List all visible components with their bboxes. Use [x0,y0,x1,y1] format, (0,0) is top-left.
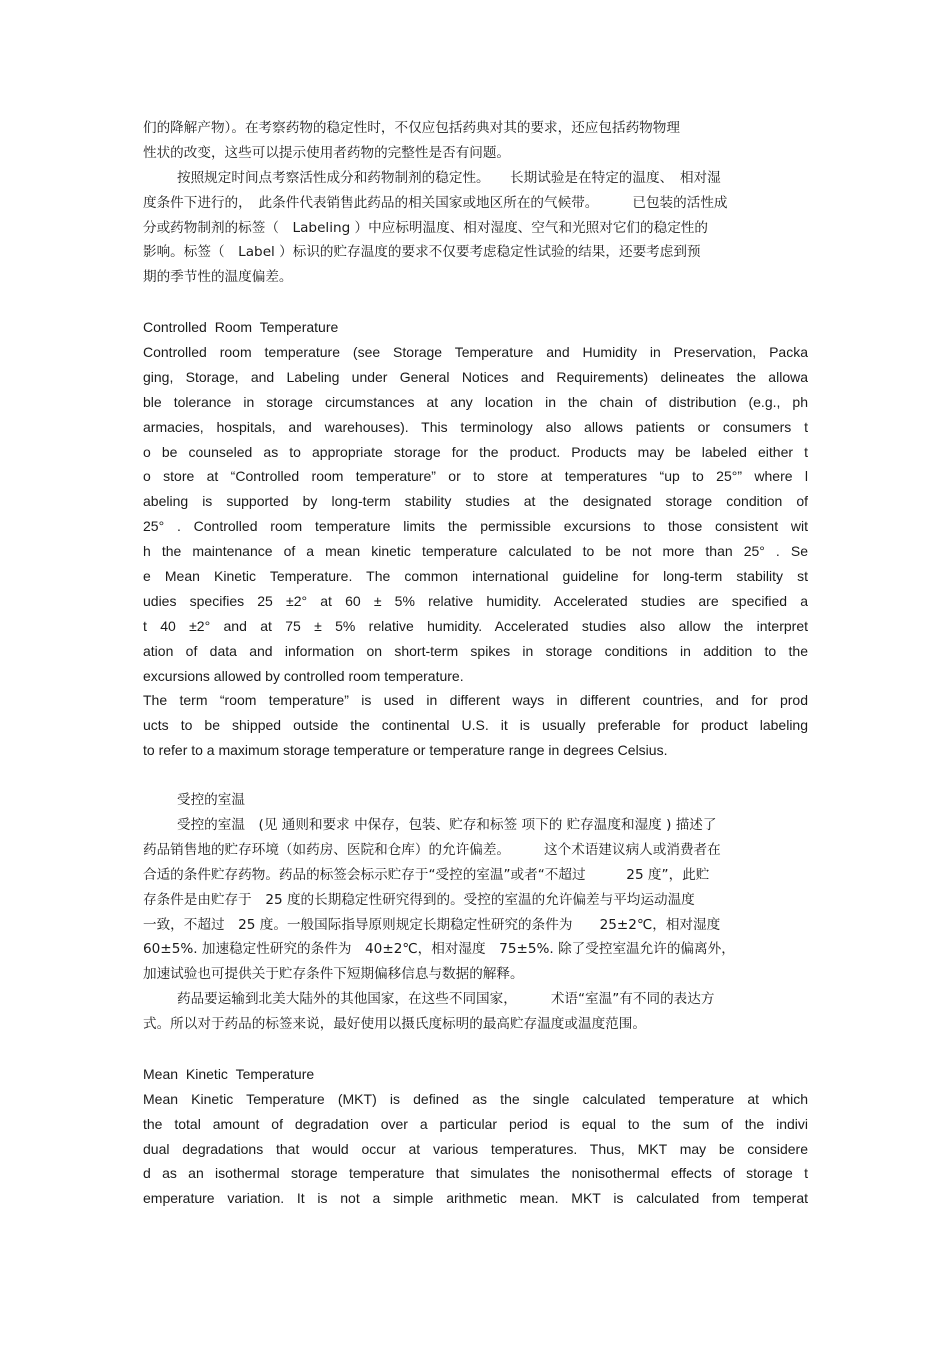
text-line: 影响。标签（ Label ）标识的贮存温度的要求不仅要考虑稳定性试验的结果，还要考虑到预 [143,244,701,261]
text-line: e Mean Kinetic Temperature. The common international guideline for long-term stability st [143,568,808,585]
section-heading-controlled-room-temperature: Controlled Room Temperature [143,319,339,336]
text-line: ucts to be shipped outside the continental U.S. it is usually preferable for product labeling [143,717,808,734]
mean-kinetic-temperature-paragraph [143,1087,808,1211]
text-line: to refer to a maximum storage temperature or temperature range in degrees Celsius. [143,742,668,759]
text-line: o be counseled as to appropriate storage for the product. Products may be labeled either t [143,443,808,460]
text-line: ging, Storage, and Labeling under General Notices and Requirements) delineates the allowa [143,368,808,385]
text-line: ation of data and information on short-term spikes in storage conditions in addition to the [143,642,808,659]
text-line: Controlled room temperature (see Storage Temperature and Humidity in Preservation, Packa [143,344,808,361]
text-line: emperature variation. It is not a simple arithmetic mean. MKT is calculated from temperat [143,1190,808,1207]
text-line: 期的季节性的温度偏差。 [143,269,293,286]
text-line: 一致，不超过 25 度。一般国际指导原则规定长期稳定性研究的条件为 25±2℃，相对湿度 [143,916,721,933]
text-line: 存条件是由贮存于 25 度的长期稳定性研究得到的。受控的室温的允许偏差与平均运动温度 [143,891,695,908]
document-page [143,116,808,1211]
controlled-room-temperature-paragraph-zh [143,813,808,1037]
text-line: udies specifies 25 ±2° at 60 ± 5% relative humidity. Accelerated studies are specified a [143,592,808,609]
text-line: The term “room temperature” is used in different ways in different countries, and for prod [143,692,808,709]
section-heading-mean-kinetic-temperature: Mean Kinetic Temperature [143,1065,315,1082]
text-line: 25° . Controlled room temperature limits the permissible excursions to those consistent wit [143,518,808,535]
text-line: 分或药物制剂的标签（ Labeling ）中应标明温度、相对湿度、空气和光照对它们的稳定性的 [143,219,708,236]
text-line: o store at “Controlled room temperature” or to store at temperatures “up to 25°” where l [143,468,808,485]
text-line: abeling is supported by long-term stability studies at the designated storage condition of [143,493,808,510]
text-line: 受控的室温 (见 通则和要求 中保存，包装、贮存和标签 项下的 贮存温度和湿度 ) 描述了 [177,816,717,833]
text-line: excursions allowed by controlled room temperature. [143,667,464,684]
paragraph-gap [143,763,808,788]
text-line: 药品销售地的贮存环境（如药房、医院和仓库）的允许偏差。 这个术语建议病人或消费者在 [143,841,721,858]
paragraph-gap [143,1037,808,1062]
text-line: 药品要运输到北美大陆外的其他国家，在这些不同国家， 术语“室温”有不同的表达方 [177,991,715,1008]
text-line: 性状的改变，这些可以提示使用者药物的完整性是否有问题。 [143,144,511,161]
text-line: d as an isothermal storage temperature that simulates the nonisothermal effects of storage t [143,1165,808,1182]
intro-paragraph-zh [143,116,808,290]
text-line: 60±5%. 加速稳定性研究的条件为 40±2℃，相对湿度 75±5%. 除了受控室温允许的偏离外， [143,941,735,958]
text-line: 们的降解产物）。在考察药物的稳定性时，不仅应包括药典对其的要求，还应包括药物物理 [143,120,680,136]
controlled-room-temperature-paragraph [143,340,808,763]
text-line: 按照规定时间点考察活性成分和药物制剂的稳定性。 长期试验是在特定的温度、 相对湿 [177,169,721,186]
text-line: ble tolerance in storage circumstances at any location in the chain of distribution (e.g., ph [143,393,808,410]
text-line: dual degradations that would occur at various temperatures. Thus, MKT may be considere [143,1140,808,1157]
text-line: the total amount of degradation over a particular period is equal to the sum of the indivi [143,1115,808,1132]
text-line: 式。所以对于药品的标签来说，最好使用以摄氏度标明的最高贮存温度或温度范围。 [143,1016,646,1033]
text-line: armacies, hospitals, and warehouses). This terminology also allows patients or consumers t [143,418,808,435]
text-line: Mean Kinetic Temperature (MKT) is defined as the single calculated temperature at which [143,1090,808,1107]
text-line: 合适的条件贮存药物。药品的标签会标示贮存于“受控的室温”或者“不超过 25 度”，此贮 [143,866,710,883]
paragraph-gap [143,290,808,315]
text-line: t 40 ±2° and at 75 ± 5% relative humidity. Accelerated studies also allow the interpret [143,617,808,634]
text-line: h the maintenance of a mean kinetic temperature calculated to be not more than 25° . Se [143,543,808,560]
text-line: 加速试验也可提供关于贮存条件下短期偏移信息与数据的解释。 [143,966,524,983]
text-line: 度条件下进行的， 此条件代表销售此药品的相关国家或地区所在的气候带。 已包装的活性成 [143,194,728,211]
section-heading-controlled-room-temperature-zh: 受控的室温 [177,792,245,809]
